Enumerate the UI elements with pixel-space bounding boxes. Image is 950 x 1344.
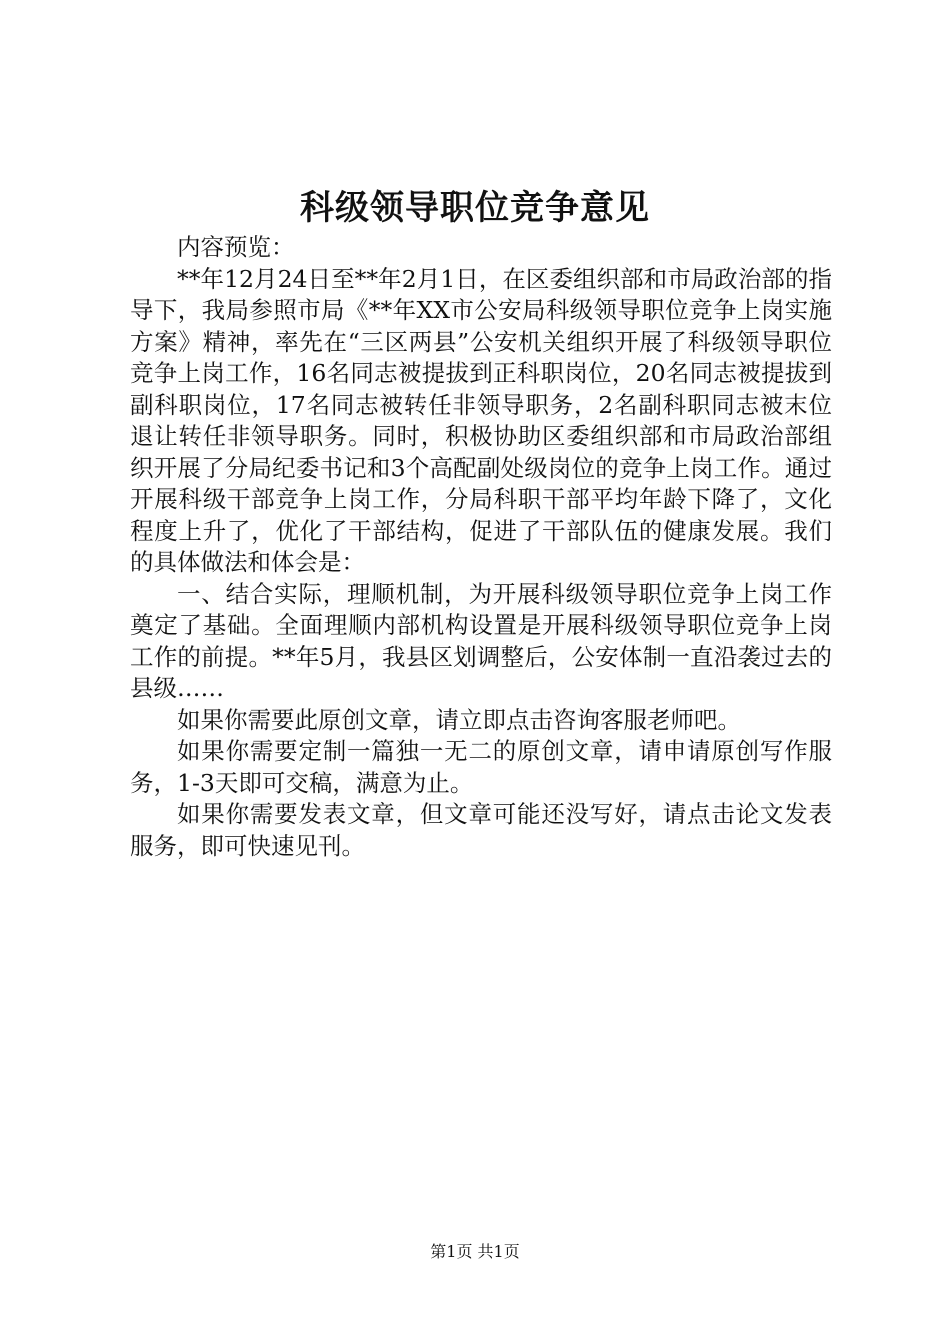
document-title: 科级领导职位竞争意见 [300,188,650,228]
paragraph-publish-service: 如果你需要发表文章，但文章可能还没写好，请点击论文发表服务，即可快速见刊。 [130,800,832,860]
paragraph-intro: **年12月24日至**年2月1日，在区委组织部和市局政治部的指导下，我局参照市局《**年XX市公安局科级领导职位竞争上岗实施方案》精神，率先在“三区两县”公安机关组织开展了科级领导职位竞争上岗工作，16名同志被提拔到正科职岗位，20名同志被提拔到副科职岗位，17名同志被转任非领导职务，2名副科职同志被末位退让转任非领导职务。同时，积极协助区委组织部和市局政治部组织开展了分局纪委书记和3个高配副处级岗位的竞争上岗工作。通过开展科级干部竞争上岗工作，分局科职干部平均年龄下降了，文化程度上升了，优化了干部结构，促进了干部队伍的健康发展。我们的具体做法和体会是： [130,264,832,576]
document-body [130,232,832,862]
page-number-footer: 第1页 共1页 [430,1242,520,1261]
paragraph-consult-link: 如果你需要此原创文章，请立即点击咨询客服老师吧。 [177,705,741,734]
paragraph-section-one: 一、结合实际，理顺机制，为开展科级领导职位竞争上岗工作奠定了基础。全面理顺内部机构设置是开展科级领导职位竞争上岗工作的前提。**年5月，我县区划调整后，公安体制一直沿袭过去的县级…… [130,579,832,702]
preview-label: 内容预览： [177,233,295,261]
paragraph-custom-writing: 如果你需要定制一篇独一无二的原创文章，请申请原创写作服务，1-3天即可交稿，满意为止。 [130,737,832,797]
